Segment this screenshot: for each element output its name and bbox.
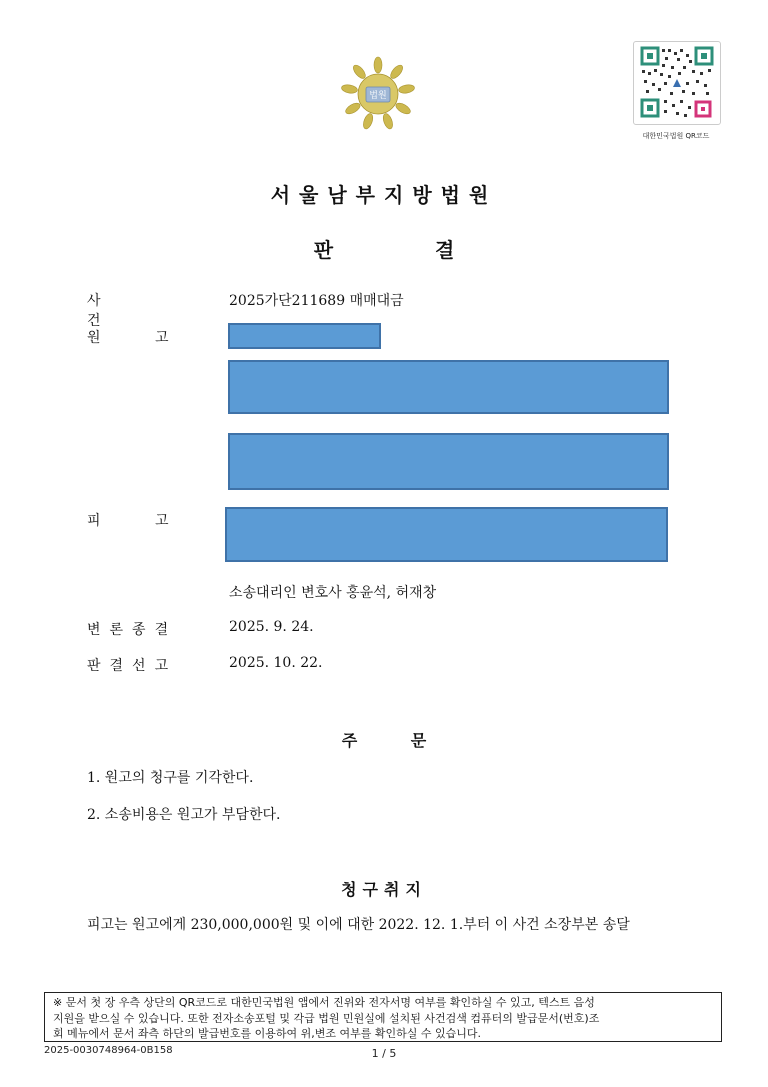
claim-title: 청구취지	[341, 880, 427, 899]
case-label-text: 사 건	[87, 293, 101, 329]
order-title: 주 문	[341, 731, 427, 750]
defendant-attorney: 소송대리인 변호사 홍윤석, 허재창	[229, 585, 437, 601]
defendant-label: 피 고	[87, 513, 169, 529]
qr-code-icon	[634, 42, 720, 124]
hearing-closed-label: 변론종결	[87, 622, 178, 638]
redaction-plaintiff-address	[228, 360, 669, 414]
court-emblem	[339, 55, 417, 133]
redaction-defendant-info	[225, 507, 668, 562]
order-item-1: 1. 원고의 청구를 기각한다.	[87, 770, 254, 786]
page-number: 1 / 5	[371, 1047, 397, 1060]
judgment-title-char-1: 판	[313, 238, 334, 262]
claim-text: 피고는 원고에게 230,000,000원 및 이에 대한 2022. 12. 1.부터 이 사건 소장부본 송달	[87, 917, 630, 933]
notice-line-3: 회 메뉴에서 문서 좌측 하단의 발급번호를 이용하여 위,변조 여부를 확인하실 수 있습니다.	[53, 1027, 481, 1040]
issue-number: 2025-0030748964-0B158	[44, 1045, 173, 1056]
judgment-date: 2025. 10. 22.	[229, 655, 323, 671]
emblem-label: 법원	[369, 91, 387, 101]
case-number: 2025가단211689 매매대금	[229, 293, 404, 309]
notice-line-2: 지원을 받으실 수 있습니다. 또한 전자소송포털 및 각급 법원 민원실에 설치된 사건검색 컴퓨터의 발급문서(번호)조	[53, 1011, 600, 1025]
qr-caption: 대한민국법원 QR코드	[642, 132, 710, 140]
judgment-title	[0, 234, 768, 263]
hearing-closed-date: 2025. 9. 24.	[229, 619, 314, 635]
case-label	[87, 290, 167, 330]
redaction-plaintiff-name	[228, 323, 381, 349]
judgment-date-label: 판결선고	[87, 658, 178, 674]
verification-notice	[44, 992, 722, 1042]
redaction-plaintiff-representative	[228, 433, 669, 490]
plaintiff-label: 원 고	[87, 330, 169, 346]
court-name: 서울남부지방법원	[270, 183, 498, 207]
order-item-2: 2. 소송비용은 원고가 부담한다.	[87, 807, 281, 823]
judgment-title-char-2: 결	[434, 238, 455, 262]
qr-code[interactable]	[633, 41, 721, 125]
notice-line-1: ※ 문서 첫 장 우측 상단의 QR코드로 대한민국법원 앱에서 진위와 전자서명 여부를 확인하실 수 있고, 텍스트 음성	[53, 996, 595, 1009]
